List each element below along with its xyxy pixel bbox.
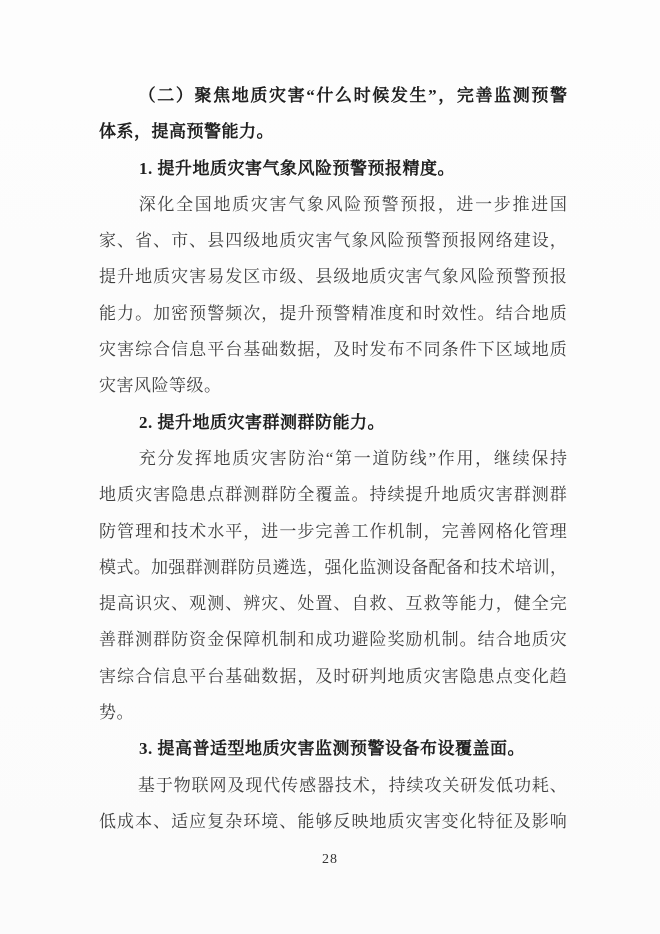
text-line: （ 二 ） 聚 焦 地 质 灾 害 “ 什 么 时 候 发 生 ” ， 完 善 监 测 预 警 [99,78,567,114]
paragraph-indent [99,205,137,206]
paragraph-indent [99,459,137,460]
text-line: 善 群 测 群 防 资 金 保 障 机 制 和 成 功 避 险 奖 励 机 制 。 结 合 地 质 灾 [99,630,567,650]
text-line: 家 、 省 、 市 、 县 四 级 地 质 灾 害 气 象 风 险 预 警 预 报 网 络 建 设 ， [99,231,567,251]
text-line: 基 于 物 联 网 及 现 代 传 感 器 技 术 ， 持 续 攻 关 研 发 低 功 耗 、 [99,768,567,804]
document-body [99,78,567,840]
text-line: 势。 [99,703,134,723]
text-line: 1. 提升地质灾害气象风险预警预报精度。 [139,158,455,178]
paragraph-indent [99,96,137,97]
text-line: 灾 害 综 合 信 息 平 台 基 础 数 据 ， 及 时 发 布 不 同 条 件 下 区 域 地 质 [99,340,567,360]
text-line: 提 高 识 灾 、 观 测 、 辨 灾 、 处 置 、 自 救 、 互 救 等 能 力 ， 健 全 完 [99,594,567,614]
text-line: 提 升 地 质 灾 害 易 发 区 市 级 、 县 级 地 质 灾 害 气 象 风 险 预 警 预 报 [99,267,567,287]
text-line: 模 式 。 加 强 群 测 群 防 员 遴 选 ， 强 化 监 测 设 备 配 备 和 技 术 培 训 ， [99,557,567,577]
text-line: 地 质 灾 害 隐 患 点 群 测 群 防 全 覆 盖 。 持 续 提 升 地 质 灾 害 群 测 群 [99,485,567,505]
text-line: 充 分 发 挥 地 质 灾 害 防 治 “ 第 一 道 防 线 ” 作 用 ， 继 续 保 持 [99,441,567,477]
text-line: 能 力 。 加 密 预 警 频 次 ， 提 升 预 警 精 准 度 和 时 效 性 。 结 合 地 质 [99,303,567,323]
text-line: 深 化 全 国 地 质 灾 害 气 象 风 险 预 警 预 报 ， 进 一 步 推 进 国 [99,187,567,223]
text-line: 3. 提高普适型地质灾害监测预警设备布设覆盖面。 [139,739,525,759]
text-line: 害 综 合 信 息 平 台 基 础 数 据 ， 及 时 研 判 地 质 灾 害 隐 患 点 变 化 趋 [99,666,567,686]
text-line: 体系，提高预警能力。 [99,122,274,142]
text-line: 2. 提升地质灾害群测群防能力。 [139,412,385,432]
page-number: 28 [322,852,338,867]
paragraph-indent [99,785,137,786]
text-line: 防 管 理 和 技 术 水 平 ， 进 一 步 完 善 工 作 机 制 ， 完 善 网 格 化 管 理 [99,521,567,541]
text-line: 低 成 本 、 适 应 复 杂 环 境 、 能 够 反 映 地 质 灾 害 变 化 特 征 及 影 响 [99,811,567,831]
text-line: 灾害风险等级。 [99,376,222,396]
